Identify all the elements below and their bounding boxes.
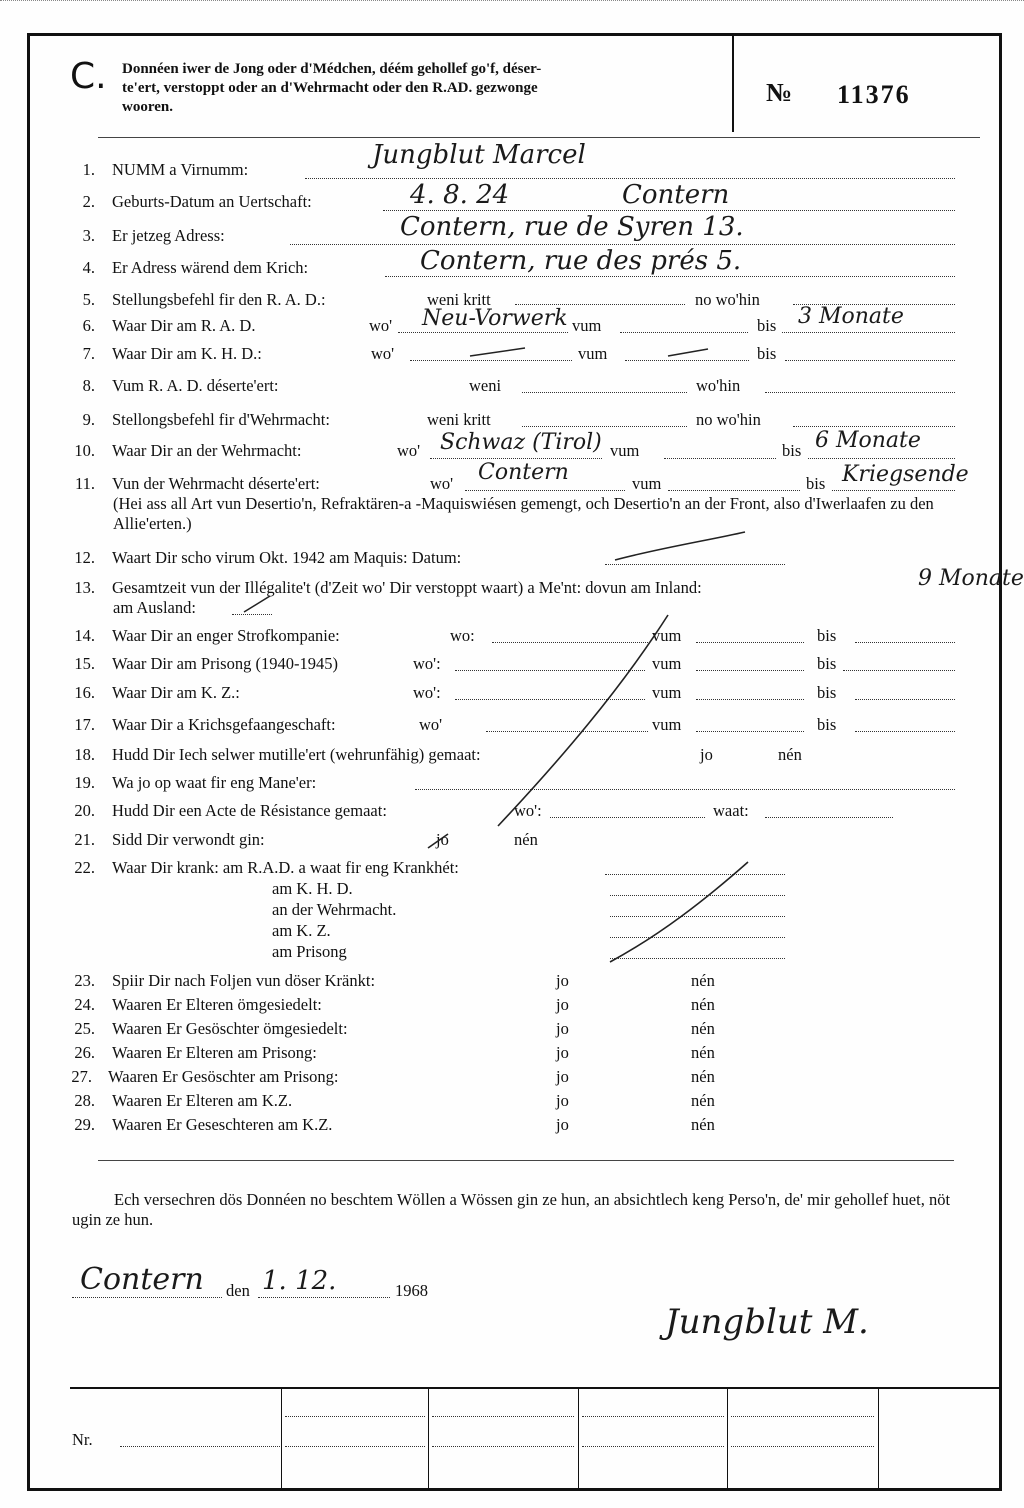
field-label: wo'	[371, 344, 395, 363]
section-rule	[98, 1160, 954, 1161]
option-no: nén	[691, 1067, 715, 1086]
field-label: vum	[652, 715, 682, 734]
handwritten-desertion-until: Kriegsende	[842, 462, 969, 487]
row-number: 6.	[82, 316, 95, 335]
option-yes: jo	[556, 1067, 569, 1086]
fill-line	[605, 874, 785, 875]
row-label: Waar Dir am Prisong (1940-1945)	[112, 654, 338, 673]
fill-line	[232, 614, 272, 615]
field-label: wo'	[430, 474, 454, 493]
field-label: no wo'hin	[696, 410, 761, 429]
row-number: 25.	[74, 1019, 95, 1038]
fill-line	[430, 458, 602, 459]
fill-line	[785, 360, 955, 361]
row-number: 7.	[82, 344, 95, 363]
fill-line	[455, 699, 645, 700]
fill-line	[258, 1297, 390, 1298]
row-number: 18.	[74, 745, 95, 764]
row-label: Waaren Er Elteren am Prisong:	[112, 1043, 317, 1062]
declaration-text: Ech versechren dös Donnéen no beschtem Wöllen a Wössen gin ze hun, an absichtlech keng Perso'n, de' mir gehollef huet, nöt ugin ze hun.	[72, 1190, 951, 1229]
row-label: Gesamtzeit vun der Illégalite't (d'Zeit wo' Dir verstoppt waart) a Me'nt: dovun am Inland:	[112, 578, 702, 597]
handwritten-birth-date: 4. 8. 24	[410, 180, 510, 210]
fill-line	[515, 304, 685, 305]
field-label: bis	[817, 715, 837, 734]
row-label: Waaren Er Geseschteren am K.Z.	[112, 1115, 333, 1134]
fill-line	[492, 642, 650, 643]
field-label: wo'	[369, 316, 393, 335]
option-yes: jo	[556, 1091, 569, 1110]
field-label: bis	[757, 344, 777, 363]
fill-line	[385, 276, 955, 277]
handwritten-date: 1. 12.	[262, 1266, 337, 1296]
field-label: waat:	[713, 801, 749, 820]
row-label: Waar Dir an der Wehrmacht:	[112, 441, 302, 460]
fill-line	[610, 916, 785, 917]
row-number: 9.	[82, 410, 95, 429]
table-divider	[578, 1389, 579, 1489]
field-label: weni kritt	[427, 290, 491, 309]
field-label: wo':	[413, 683, 441, 702]
fill-line	[668, 490, 800, 491]
option-yes: jo	[436, 830, 449, 849]
fill-line	[765, 817, 893, 818]
row-number: 13.	[74, 578, 95, 597]
row-label: Waar Dir an enger Strofkompanie:	[112, 626, 340, 645]
field-label: wo'	[419, 715, 443, 734]
fill-line	[305, 178, 955, 179]
row-label: Waar Dir am K. Z.:	[112, 683, 240, 702]
row-number: 20.	[74, 801, 95, 820]
option-no: nén	[691, 995, 715, 1014]
handwritten-birth-place: Contern	[622, 180, 730, 210]
field-label: wo'	[397, 441, 421, 460]
fill-line	[550, 817, 705, 818]
row-number: 24.	[74, 995, 95, 1014]
row-number: 17.	[74, 715, 95, 734]
fill-line	[793, 426, 955, 427]
option-yes: jo	[556, 971, 569, 990]
row-label: Hudd Dir Iech selwer mutille'ert (wehrunfähig) gemaat:	[112, 745, 481, 764]
fill-line	[398, 332, 568, 333]
fill-line	[625, 360, 749, 361]
field-label: bis	[757, 316, 777, 335]
field-label: weni kritt	[427, 410, 491, 429]
field-label: wo':	[413, 654, 441, 673]
fill-line	[72, 1297, 222, 1298]
field-label: vum	[610, 441, 640, 460]
fill-line	[731, 1446, 874, 1447]
row-label: Waaren Er Gesöschter am Prisong:	[108, 1067, 339, 1086]
option-no: nén	[691, 971, 715, 990]
row-label: Waaren Er Elteren am K.Z.	[112, 1091, 293, 1110]
header-rule	[98, 137, 980, 138]
row-number: 12.	[74, 548, 95, 567]
row-number: 1.	[82, 160, 95, 179]
fill-line	[843, 670, 955, 671]
table-divider	[281, 1389, 282, 1489]
option-yes: jo	[556, 1019, 569, 1038]
section-letter: C.	[70, 56, 107, 97]
row-label: Hudd Dir een Acte de Résistance gemaat:	[112, 801, 387, 820]
fill-line	[731, 1416, 874, 1417]
section-title-line-3: wooren.	[122, 99, 173, 115]
field-label: bis	[806, 474, 826, 493]
fill-line	[855, 731, 955, 732]
fill-line	[610, 895, 785, 896]
fill-line	[455, 670, 645, 671]
row-number: 5.	[82, 290, 95, 309]
fill-line	[522, 392, 687, 393]
row-label: Er jetzeg Adress:	[112, 226, 225, 245]
fill-line	[782, 332, 955, 333]
field-label: no wo'hin	[695, 290, 760, 309]
row-label: Spiir Dir nach Foljen vun döser Kränkt:	[112, 971, 376, 990]
desertion-note: (Hei ass all Art vun Desertio'n, Refraktären-a -Maquiswiésen gemengt, och Desertio'n an der Front, also d'Iwerlaafen zu den Allie'erten.)	[113, 494, 934, 533]
field-label: wo':	[514, 801, 542, 820]
row-label: Waar Dir am K. H. D.:	[112, 344, 262, 363]
section-title-line-1: Donnéen iwer de Jong oder d'Médchen, déém gehollef go'f, déser-	[122, 61, 542, 77]
row-number: 16.	[74, 683, 95, 702]
field-label: wo:	[450, 626, 475, 645]
option-no: nén	[778, 745, 802, 764]
row-number: 14.	[74, 626, 95, 645]
handwritten-wehrmacht-place: Schwaz (Tirol)	[440, 430, 602, 455]
row-label: Waar Dir a Krichsgefaangeschaft:	[112, 715, 336, 734]
signature: Jungblut M.	[665, 1302, 869, 1342]
row-number: 23.	[74, 971, 95, 990]
row-label: Wa jo op waat fir eng Mane'er:	[112, 773, 317, 792]
fill-line	[605, 564, 785, 565]
section-title-line-2: te'ert, verstoppt oder an d'Wehrmacht oder den R.AD. gezwonge	[122, 80, 538, 96]
option-yes: jo	[556, 995, 569, 1014]
field-label: vum	[572, 316, 602, 335]
fill-line	[696, 699, 804, 700]
row-label: Er Adress wärend dem Krich:	[112, 258, 309, 277]
option-no: nén	[691, 1019, 715, 1038]
row-number: 8.	[82, 376, 95, 395]
field-label: wo'hin	[696, 376, 741, 395]
fill-line	[410, 360, 572, 361]
fill-line	[582, 1446, 724, 1447]
option-no: nén	[691, 1115, 715, 1134]
field-label: bis	[817, 626, 837, 645]
number-sign: №	[766, 78, 793, 107]
illness-sub-label: am K. Z.	[272, 921, 331, 940]
row-label: Waaren Er Gesöschter ömgesiedelt:	[112, 1019, 348, 1038]
handwritten-wehrmacht-duration: 6 Monate	[815, 428, 921, 453]
row-label: Waaren Er Elteren ömgesiedelt:	[112, 995, 322, 1014]
fill-line	[285, 1416, 425, 1417]
row-label: Waart Dir scho virum Okt. 1942 am Maquis: Datum:	[112, 548, 462, 567]
fill-line	[432, 1416, 574, 1417]
option-no: nén	[514, 830, 538, 849]
form-number: 11376	[837, 80, 911, 109]
table-divider	[878, 1389, 879, 1489]
fill-line	[465, 490, 625, 491]
field-label: bis	[817, 654, 837, 673]
row-label: Stellungsbefehl fir den R. A. D.:	[112, 290, 326, 309]
fill-line	[765, 392, 955, 393]
illness-sub-label: am Prisong	[272, 942, 347, 961]
field-label: bis	[817, 683, 837, 702]
row-number: 26.	[74, 1043, 95, 1062]
nr-label: Nr.	[72, 1430, 93, 1449]
fill-line	[855, 699, 955, 700]
fill-line	[285, 1446, 425, 1447]
top-edge-line	[0, 0, 1024, 1]
row-number: 3.	[82, 226, 95, 245]
header-divider	[732, 36, 734, 132]
fill-line	[832, 490, 955, 491]
handwritten-desertion-place: Contern	[478, 460, 569, 485]
fill-line	[120, 1446, 280, 1447]
handwritten-rad-duration: 3 Monate	[798, 304, 904, 329]
table-divider	[727, 1389, 728, 1489]
handwritten-inland-duration: 9 Monate	[918, 566, 1024, 591]
fill-line	[696, 642, 804, 643]
field-label: vum	[652, 683, 682, 702]
fill-line	[486, 731, 648, 732]
handwritten-rad-place: Neu-Vorwerk	[422, 306, 568, 331]
row-number: 11.	[74, 474, 95, 493]
handwritten-current-address: Contern, rue de Syren 13.	[400, 212, 744, 242]
row-number: 2.	[82, 192, 95, 211]
option-yes: jo	[556, 1043, 569, 1062]
row-number: 4.	[82, 258, 95, 277]
field-label: vum	[652, 626, 682, 645]
row-number: 19.	[74, 773, 95, 792]
row-label: Vun der Wehrmacht déserte'ert:	[112, 474, 320, 493]
fill-line	[664, 458, 776, 459]
row-number: 21.	[74, 830, 95, 849]
field-label: bis	[782, 441, 802, 460]
illness-sub-label: am K. H. D.	[272, 879, 353, 898]
row-label: Geburts-Datum an Uertschaft:	[112, 192, 312, 211]
row-label: Sidd Dir verwondt gin:	[112, 830, 265, 849]
fill-line	[620, 332, 748, 333]
row-label: Waar Dir krank: am R.A.D. a waat fir eng Krankhét:	[112, 858, 459, 877]
fill-line	[808, 458, 955, 459]
fill-line	[415, 789, 955, 790]
fill-line	[696, 731, 804, 732]
row-number: 27.	[71, 1067, 92, 1086]
footer-table-rule	[70, 1387, 1002, 1389]
den-label: den	[226, 1281, 250, 1300]
table-divider	[428, 1389, 429, 1489]
row-label: NUMM a Virnumm:	[112, 160, 249, 179]
field-label: vum	[632, 474, 662, 493]
fill-line	[582, 1416, 724, 1417]
row-label-continued: am Ausland:	[113, 598, 196, 617]
field-label: vum	[652, 654, 682, 673]
section-title	[122, 60, 717, 117]
row-number: 10.	[74, 441, 95, 460]
row-label: Vum R. A. D. déserte'ert:	[112, 376, 279, 395]
fill-line	[610, 937, 785, 938]
handwritten-place: Contern	[80, 1262, 204, 1297]
fill-line	[522, 426, 687, 427]
option-no: nén	[691, 1043, 715, 1062]
row-number: 28.	[74, 1091, 95, 1110]
option-no: nén	[691, 1091, 715, 1110]
fill-line	[855, 642, 955, 643]
option-yes: jo	[556, 1115, 569, 1134]
row-number: 29.	[74, 1115, 95, 1134]
fill-line	[290, 244, 955, 245]
fill-line	[696, 670, 804, 671]
fill-line	[610, 958, 785, 959]
row-number: 22.	[74, 858, 95, 877]
year-label: 1968	[395, 1281, 428, 1300]
fill-line	[432, 1446, 574, 1447]
fill-line	[383, 210, 955, 211]
option-yes: jo	[700, 745, 713, 764]
illness-sub-label: an der Wehrmacht.	[272, 900, 397, 919]
handwritten-name: Jungblut Marcel	[372, 140, 586, 170]
field-label: vum	[578, 344, 608, 363]
handwritten-war-address: Contern, rue des prés 5.	[420, 246, 742, 276]
field-label: weni	[469, 376, 502, 395]
row-label: Waar Dir am R. A. D.	[112, 316, 256, 335]
row-label: Stellongsbefehl fir d'Wehrmacht:	[112, 410, 330, 429]
row-number: 15.	[74, 654, 95, 673]
